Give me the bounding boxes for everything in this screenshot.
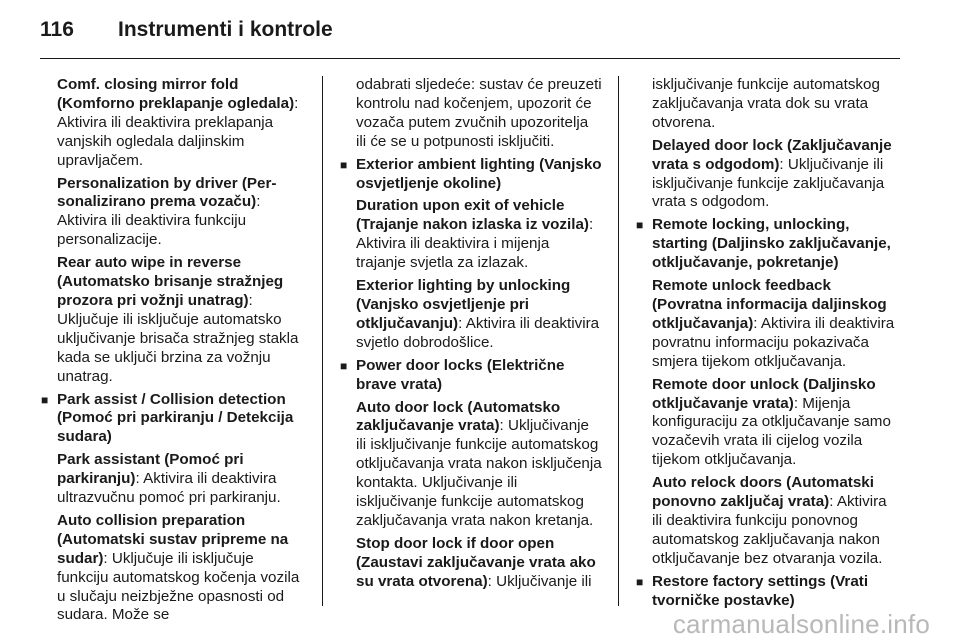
setting-description: : Aktivira ili deaktivira i mijenja trajanje svjetla za izlazak. [356,216,594,272]
setting-name: Delayed door lock (Zaključavanje vrata s odgodom) [652,136,892,173]
page-header [40,18,333,48]
setting-paragraph [57,451,303,508]
continued-paragraph [356,76,602,152]
setting-name: Remote unlock feedback (Povratna informacija daljinskog otključavanja) [652,277,887,332]
setting-description: : Uključivanje ili isključivanje funkcije automatskog otključavanja vrata nakon isključenja kontakta. Uključivanje ili isključivanje funkcije automatskog zaključavanja vrata nakon kretanja. [356,417,602,529]
setting-name: Auto relock doors (Automatski ponovno zaključaj vrata) [652,474,874,511]
setting-name: Remote door unlock (Daljinsko otključavanje vrata) [652,375,876,412]
bullet-square-icon: ■ [41,392,49,407]
setting-description: : Mijenja konfiguraciju za otključavanje samo vozačevih vrata ili cijelog vozila tijekom otključavanja. [652,394,891,469]
setting-name: Rear auto wipe in reverse (Automatsko brisanje stražnjeg prozora pri vožnji unatrag) [57,254,284,309]
setting-description: : Aktivira ili deaktivira povratnu informaciju pokazivača smjera tijekom otključavanja. [652,314,895,370]
text-column-1 [41,76,303,629]
setting-description: odabrati sljedeće: sustav će preuzeti kontrolu nad kočenjem, upozorit će vozača putem zvučnih upozoritelja ili će se u potpunosti isključiti. [356,76,602,150]
bullet-heading [340,155,602,194]
setting-name: Auto collision preparation (Automatski sustav pripreme na sudar) [57,511,289,567]
page-number: 116 [40,18,74,41]
bullet-title: Remote locking, unlocking, starting (Daljinsko zaključavanje, otključavanje, pokretanje) [652,216,891,272]
setting-description: : Aktivira ili deaktivira funkciju personalizacije. [57,193,261,249]
setting-paragraph [356,399,602,531]
page-title: Instrumenti i kontrole [118,18,333,41]
setting-description: : Uključuje ili isključuje funkciju automatskog kočenja vozila u slučaju neizbježne opasnosti od sudara. Može se [57,549,300,624]
setting-description: : Aktivira ili deaktivira funkciju ponovnog automatskog zaključavanja nakon otključavanje bez otvaranja vozila. [652,493,887,567]
bullet-heading [41,390,303,448]
bullet-title: Power door locks (Električne brave vrata) [356,356,565,393]
column-divider [618,76,619,606]
bullet-heading [636,216,898,273]
setting-description: : Aktivira ili deaktivira ultrazvučnu pomoć pri parkiranju. [57,470,281,507]
setting-name: Exterior lighting by unlocking (Vanjsko osvjetljenje pri otključavanju) [356,277,571,332]
setting-paragraph [57,76,303,171]
setting-paragraph [652,376,898,471]
setting-paragraph [57,512,303,625]
setting-paragraph [356,535,602,592]
setting-name: Comf. closing mirror fold (Komforno preklapanje ogledala) [57,76,295,112]
setting-name: Personalization by driver (Personalizirano prema vozaču) [57,174,277,211]
bullet-square-icon: ■ [340,358,348,373]
setting-name: Auto door lock (Automatsko zaključavanje vrata) [356,398,561,435]
setting-paragraph [356,277,602,353]
header-divider [40,58,900,59]
setting-description: : Aktivira ili deaktivira svjetlo dobrodošlice. [356,314,600,351]
setting-description: isključivanje funkcije automatskog zaključavanja vrata dok su vrata otvorena. [652,76,880,131]
bullet-square-icon: ■ [340,157,348,172]
setting-description: : Uključivanje ili isključivanje funkcije zaključavanja vrata s odgodom. [652,155,885,211]
setting-paragraph [652,474,898,569]
watermark: carmanualsonline.info [672,609,930,639]
setting-paragraph [57,254,303,386]
setting-name: Park assistant (Pomoć pri parkiranju) [57,451,244,488]
bullet-title: Park assist / Collision detection (Pomoć pri parkiranju / Detekcija sudara) [57,390,294,446]
text-column-3 [636,76,898,614]
text-column-2 [340,76,602,596]
setting-name: Duration upon exit of vehicle (Trajanje nakon izlaska iz vozila) [356,197,589,234]
bullet-title: Restore factory settings (Vrati tvorničke postavke) [652,572,869,609]
setting-description: : Uključuje ili isključuje automatsko uključivanje brisača stražnjeg stakla kada se uključi brzina za vožnju unatrag. [57,291,299,385]
setting-name: Stop door lock if door open (Zaustavi zaključavanje vrata ako su vrata otvorena) [356,534,596,590]
setting-paragraph [57,175,303,251]
bullet-heading [340,356,602,395]
bullet-heading [636,572,898,611]
bullet-title: Exterior ambient lighting (Vanjsko osvjetljenje okoline) [356,155,602,192]
setting-description: : Uključivanje ili [487,572,592,590]
setting-description: : Aktivira ili deaktivira preklapanja vanjskih ogledala daljinskim upravljačem. [57,94,299,169]
column-divider [322,76,323,606]
setting-paragraph [356,197,602,273]
bullet-square-icon: ■ [636,218,644,233]
setting-paragraph [652,277,898,372]
bullet-square-icon: ■ [636,574,644,589]
setting-paragraph [652,137,898,213]
continued-paragraph [652,76,898,133]
